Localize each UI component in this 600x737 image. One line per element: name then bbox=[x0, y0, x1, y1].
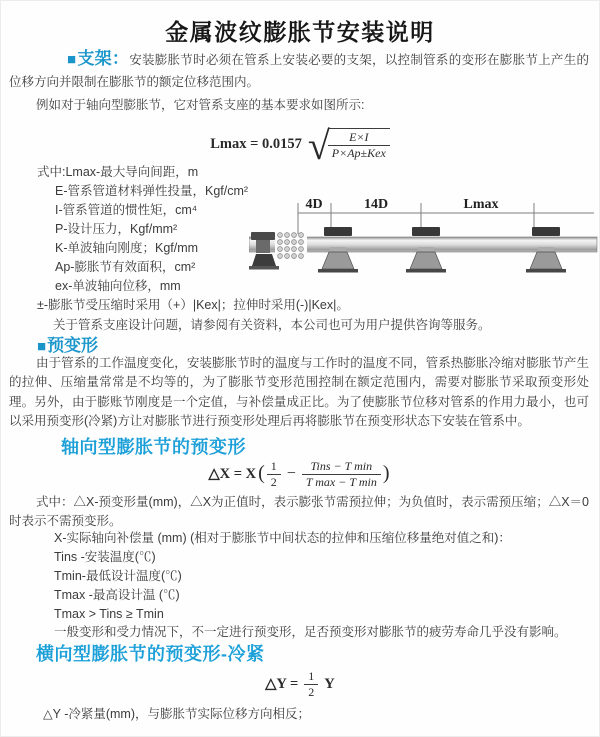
radical-group bbox=[307, 123, 390, 168]
dimension-label-lmax: Lmax bbox=[463, 197, 499, 212]
dimension-label-14d: 14D bbox=[363, 197, 389, 212]
temperature-numerator: Tins − T min bbox=[302, 459, 381, 474]
dimension-label-4d: 4D bbox=[305, 197, 323, 212]
square-bullet-icon: ■ bbox=[67, 51, 78, 68]
lmax-fraction-denominator: P×Ap±Kex bbox=[331, 145, 386, 160]
page-title: 金属波纹膨胀节安装说明 bbox=[165, 19, 435, 45]
formula-var-line: Ap-膨胀节有效面积，cm² bbox=[55, 260, 196, 274]
support-example-text: 例如对于轴向型膨胀节，它对管系支座的基本要求如图所示: bbox=[36, 98, 365, 112]
deltax-formula-lhs: △X = X bbox=[208, 465, 257, 482]
formula-variable-legend bbox=[37, 163, 248, 296]
axial-var-line: X-实际轴向补偿量 (mm) (相对于膨胀节中间状态的拉伸和压缩位移量绝对值之和)： bbox=[54, 531, 511, 545]
deltay-formula bbox=[1, 669, 599, 699]
pipe-support-diagram bbox=[249, 191, 599, 291]
one-half-fraction bbox=[267, 459, 281, 489]
formula-var-line: P-设计压力，Kgf/mm² bbox=[55, 222, 178, 236]
dimension-labels bbox=[305, 197, 498, 212]
lateral-subheading: 横向型膨胀节的预变形-冷紧 bbox=[36, 644, 265, 664]
formula-var-line: E-管系管道材料弹性投量，Kgf/cm² bbox=[55, 184, 249, 198]
axial-var-line: Tins -安装温度(℃) bbox=[54, 550, 156, 564]
axial-var-line: Tmax -最高设计温 (℃) bbox=[54, 588, 180, 602]
support-paragraph bbox=[9, 48, 589, 93]
lmax-formula-lhs: Lmax = 0.0157 bbox=[210, 135, 302, 152]
axial-note-text: 一般变形和受力情况下，不一定进行预变形，足否预变形对膨胀节的疲劳寿命几乎没有影响。 bbox=[54, 625, 567, 639]
half-denominator: 2 bbox=[270, 474, 277, 489]
radical-sign-icon: √ bbox=[307, 123, 330, 168]
support-heading-label: 支架： bbox=[77, 49, 130, 68]
deltay-formula-rhs: Y bbox=[324, 675, 335, 692]
half-denominator: 2 bbox=[308, 684, 315, 699]
axial-explain-text: 式中：△X-预变形量(mm)，△X为正值时，表示膨张节需预拉伸；为负值时，表示需预压缩；△X＝0时表示不需预变形。 bbox=[9, 495, 589, 529]
lmax-formula bbox=[1, 123, 599, 168]
lateral-note-text: △Y -冷紧量(mm)，与膨胀节实际位移方向相反； bbox=[43, 707, 311, 721]
axial-var-line: Tmax > Tins ≥ Tmin bbox=[54, 607, 164, 621]
one-half-fraction bbox=[304, 669, 318, 699]
support-section-heading bbox=[67, 49, 129, 68]
half-numerator: 1 bbox=[304, 669, 318, 684]
axial-var-line: Tmin-最低设计温度(℃) bbox=[54, 569, 182, 583]
close-paren: ) bbox=[382, 462, 390, 484]
bellows-icon bbox=[275, 233, 307, 259]
plus-minus-note-text: ±-膨胀节受压缩时采用（+）|Kex|；拉伸时采用(-)|Kex|。 bbox=[37, 298, 349, 312]
minus-operator: − bbox=[286, 465, 296, 482]
temperature-fraction bbox=[302, 459, 381, 489]
square-bullet-icon: ■ bbox=[37, 338, 48, 355]
lmax-fraction-numerator: E×I bbox=[328, 130, 390, 145]
lmax-formula-fraction bbox=[328, 128, 390, 160]
open-paren: ( bbox=[258, 462, 265, 484]
half-numerator: 1 bbox=[267, 459, 281, 474]
temperature-denominator: T max − T min bbox=[305, 474, 377, 489]
predeform-section-heading bbox=[37, 331, 98, 356]
deltay-formula-lhs: △Y = bbox=[265, 675, 299, 692]
pipe-diagram-svg bbox=[249, 191, 599, 291]
deltax-formula bbox=[1, 457, 599, 491]
service-note-text: 关于管系支座设计问题，请参阅有关资料，本公司也可为用户提供咨询等服务。 bbox=[53, 318, 491, 332]
axial-subheading: 轴向型膨胀节的预变形 bbox=[61, 437, 246, 457]
predeform-body-text: 由于管系的工作温度变化，安装膨胀节时的温度与工作时的温度不同，管系热膨胀冷缩对膨胀节产生的拉伸、压缩量常常是不均等的，为了膨胀节变形范围控制在额定范围内，需要对膨胀节采取预变形处理。另外，由于膨账节刚度是一个定值，与补偿量成正比。为了使膨胀节位移对管系的作用力最小，也可以采用预变形(冷紧)方让对膨胀节进行预变形处理后再将膨胀节在预变形状态下安装在管系中。 bbox=[9, 356, 589, 428]
formula-var-line: K-单波轴向刚度；Kgf/mm bbox=[55, 241, 199, 255]
support-intro-text: 安装膨胀节时必须在管系上安装必要的支架，以控制管系的变形在膨胀节上产生的位移方向并限制在膨胀节的额定位移范围内。 bbox=[9, 53, 589, 89]
formula-var-line: 式中:Lmax-最大导向间距，m bbox=[37, 165, 199, 179]
formula-var-line: I-管系管道的惯性矩，cm⁴ bbox=[55, 203, 198, 217]
formula-var-line: ex-单波轴向位移，mm bbox=[55, 279, 181, 293]
predeform-heading-label: 预变形 bbox=[47, 336, 99, 355]
